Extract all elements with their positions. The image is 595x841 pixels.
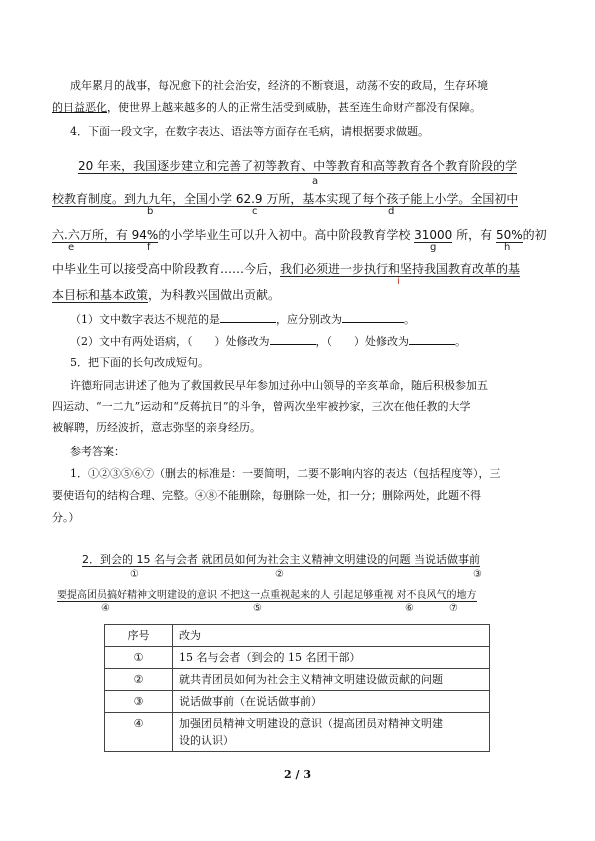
table-row	[105, 713, 490, 752]
table-header-cell: 序号	[105, 625, 173, 647]
table-row	[105, 691, 490, 713]
q5-line-3: 被解聘，历经波折，意志弥坚的亲身经历。	[52, 421, 261, 434]
handwritten-line-4: 中毕业生可以接受高中阶段教育……今后，我们必须进一步执行和坚持我国教育改革的基	[52, 262, 521, 276]
marker-g: g	[430, 242, 437, 253]
page-number: 2 / 3	[284, 768, 311, 781]
circle-mark: ②	[275, 569, 284, 580]
table-header-cell: 改为	[173, 625, 490, 647]
handwritten-line-3: 六.六万所，有 94%的小学毕业生可以升入初中。高中阶段教育学校 31000 所，有 50%的初	[52, 228, 547, 242]
circle-mark: ⑦	[449, 603, 458, 614]
marker-f: f	[147, 242, 151, 253]
marker-c: c	[252, 206, 258, 217]
handwritten-line-1: 20 年来，我国逐步建立和完善了初等教育、中等教育和高等教育各个教育阶段的学	[78, 159, 518, 173]
answer-blank[interactable]	[342, 311, 404, 323]
table-cell-num: ④	[105, 713, 173, 752]
answer-blank[interactable]	[409, 333, 455, 345]
circle-mark: ④	[101, 603, 110, 614]
q4-stem: 4．下面一段文字，在数字表达、语法等方面存在毛病，请根据要求做题。	[70, 125, 429, 138]
answer-1-line-3: 分。）	[52, 511, 80, 524]
table-header-row	[105, 625, 490, 647]
answer-table	[104, 624, 490, 752]
answer-blank[interactable]	[220, 311, 276, 323]
circle-mark: ⑤	[253, 603, 262, 614]
intro-line-2	[52, 100, 552, 116]
q5-line-1: 许德珩同志讲述了他为了救国救民早年参加过孙中山领导的辛亥革命，随后积极参加五	[70, 379, 488, 392]
marker-h: h	[504, 242, 511, 253]
table-cell-text: 说话做事前（在说话做事前）	[173, 691, 490, 713]
marker-a: a	[312, 176, 319, 187]
answer-2-handwritten-line-2: 要提高团员搞好精神文明建设的意识 不把这一点重视起来的人 引起足够重视 对不良风气的地方	[57, 590, 477, 601]
q4-sub1: （1）文中数字表达不规范的是 ，应分别改为 。	[70, 313, 415, 326]
marker-d: d	[388, 206, 395, 217]
circle-mark: ⑥	[405, 603, 414, 614]
answer-1-line-2: 要使语句的结构合理、完整。④⑧不能删除，每删除一处，扣一分；删除两处，此题不得	[52, 489, 481, 502]
answers-heading: 参考答案：	[70, 445, 125, 458]
table-cell-text: 就共青团员如何为社会主义精神文明建设做贡献的问题	[173, 669, 490, 691]
q4-sub2: （2）文中有两处语病，（ ）处修改为 ，（ ）处修改为 。	[70, 335, 466, 348]
circle-mark: ①	[130, 569, 139, 580]
intro-line-1: 成年累月的战事，每况愈下的社会治安，经济的不断衰退，动荡不安的政局，生存环境	[70, 79, 488, 92]
intro-line-2-rest: ，使世界上越来越多的人的正常生活受到威胁，甚至连生命财产都没有保障。	[107, 101, 481, 114]
table-cell-num: ②	[105, 669, 173, 691]
table-row	[105, 647, 490, 669]
handwritten-line-5: 本目标和基本政策，为科教兴国做出贡献。	[52, 288, 281, 302]
answer-blank[interactable]	[270, 333, 316, 345]
q5-line-2: 四运动、“一二九”运动和“反蒋抗日”的斗争，曾两次坐牢被抄家，三次在他任教的大学	[52, 400, 471, 413]
marker-e: e	[68, 242, 75, 253]
table-row	[105, 669, 490, 691]
circle-mark: ③	[473, 569, 482, 580]
marker-i: i	[397, 276, 400, 287]
answer-1-line-1: 1．①②③⑤⑥⑦（删去的标准是：一要简明，二要不影响内容的表达（包括程度等），三	[70, 467, 501, 480]
answer-2-handwritten-line-1: 2．到会的 15 名与会者 就团员如何为社会主义精神文明建设的问题 当说话做事前	[82, 553, 480, 566]
q5-stem: 5．把下面的长句改成短句。	[70, 356, 209, 369]
table-cell-text: 加强团员精神文明建设的意识（提高团员对精神文明建 设的认识）	[173, 713, 490, 752]
table-cell-num: ①	[105, 647, 173, 669]
table-cell-text: 15 名与会者（到会的 15 名团干部）	[173, 647, 490, 669]
underlined-phrase: 的日益恶化	[52, 101, 107, 114]
table-cell-num: ③	[105, 691, 173, 713]
marker-b: b	[147, 206, 154, 217]
handwritten-line-2: 校教育制度。到九九年，全国小学 62.9 万所，基本实现了每个孩子能上小学。全国初中	[52, 192, 519, 206]
